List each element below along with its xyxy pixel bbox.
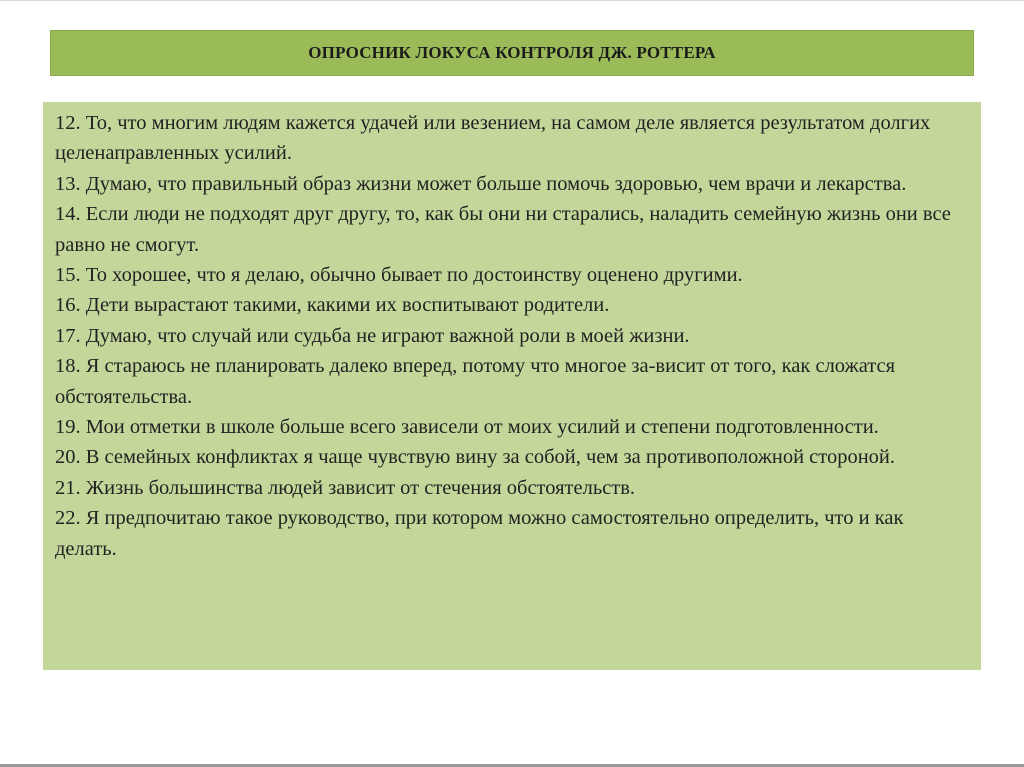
question-item-18: 18. Я стараюсь не планировать далеко вперед, потому что многое за-висит от того, как сложатся обстоятельства.: [55, 355, 896, 408]
question-item-20: 20. В семейных конфликтах я чаще чувствую вину за собой, чем за противоположной стороной.: [55, 446, 896, 469]
top-divider: [0, 0, 1024, 1]
question-item-13: 13. Думаю, что правильный образ жизни может больше помочь здоровью, чем врачи и лекарства.: [55, 172, 907, 195]
question-item-16: 16. Дети вырастают такими, какими их воспитывают родители.: [55, 294, 610, 317]
slide-title: ОПРОСНИК ЛОКУСА КОНТРОЛЯ ДЖ. РОТТЕРА: [308, 43, 716, 62]
question-item-19: 19. Мои отметки в школе больше всего зависели от моих усилий и степени подготовленности.: [55, 416, 879, 439]
question-item-17: 17. Думаю, что случай или судьба не играют важной роли в моей жизни.: [55, 324, 690, 347]
question-item-21: 21. Жизнь большинства людей зависит от стечения обстоятельств.: [55, 476, 636, 499]
questionnaire-items-box: [43, 102, 981, 670]
question-item-22: 22. Я предпочитаю такое руководство, при котором можно самостоятельно определить, что и как делать.: [55, 507, 904, 560]
question-item-15: 15. То хорошее, что я делаю, обычно бывает по достоинству оценено другими.: [55, 264, 743, 287]
question-item-14: 14. Если люди не подходят друг другу, то, как бы они ни старались, наладить семейную жизнь они все равно не смогут.: [55, 203, 951, 256]
question-item-12: 12. То, что многим людям кажется удачей или везением, на самом деле является результатом долгих целенаправленных усилий.: [55, 112, 931, 165]
title-bar: [50, 30, 974, 76]
